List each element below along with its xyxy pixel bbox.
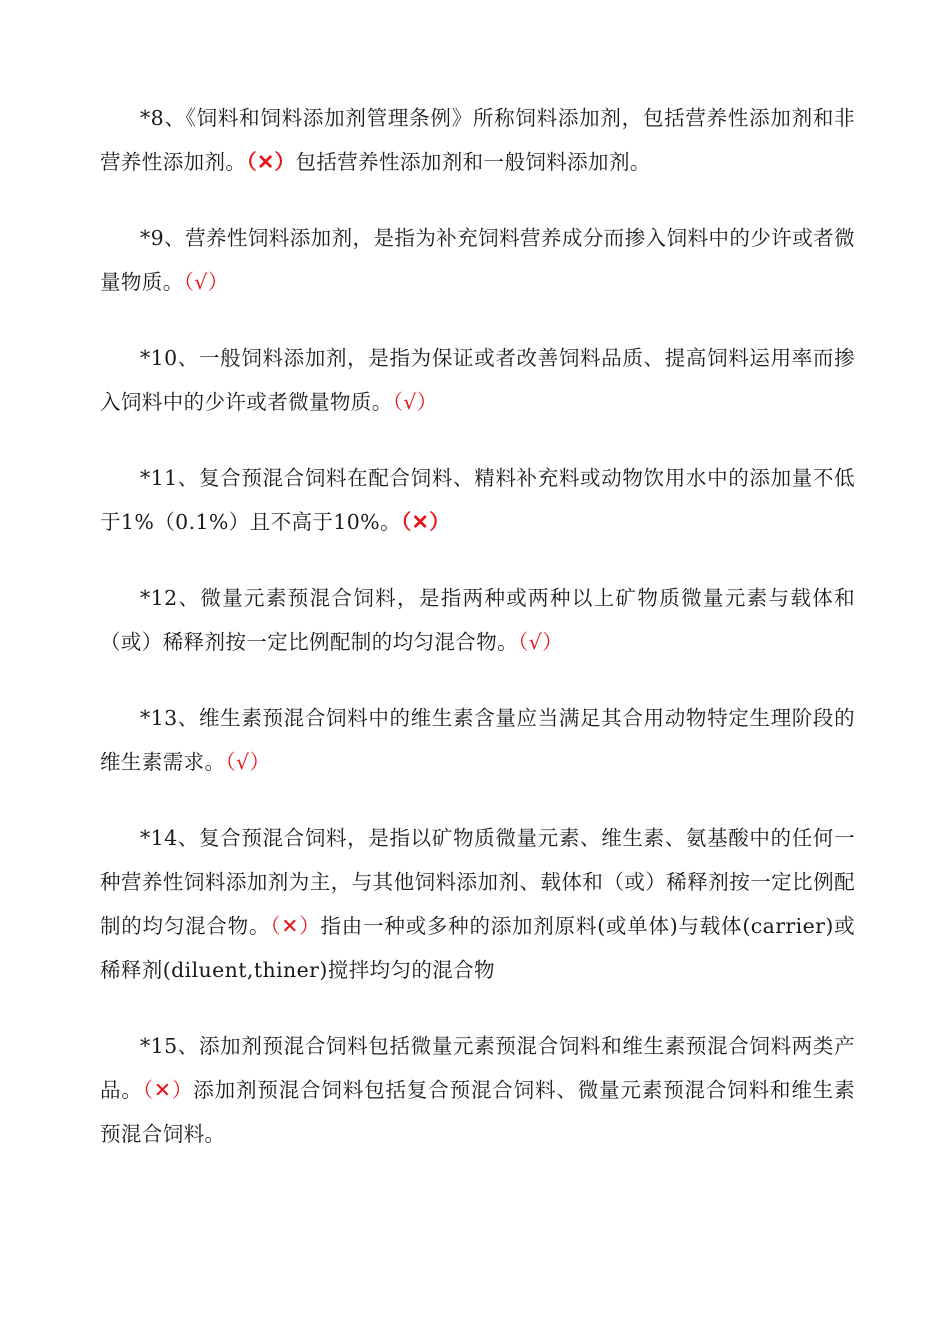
question-text: *12、微量元素预混合饲料，是指两种或两种以上矿物质微量元素与载体和（或）稀释剂按一定比例配制的均匀混合物。: [100, 586, 855, 654]
question-text: *11、复合预混合饲料在配合饲料、精料补充料或动物饮用水中的添加量不低于1%（0.1%）且不高于10%。: [100, 466, 855, 534]
question-text: *15、添加剂预混合饲料包括微量元素预混合饲料和维生素预混合饲料两类产品。: [100, 1034, 855, 1102]
answer-mark-true: （√）: [392, 390, 438, 414]
question-12: [100, 576, 855, 664]
question-text: *10、一般饲料添加剂，是指为保证或者改善饲料品质、提高饲料运用率而掺入饲料中的少许或者微量物质。: [100, 346, 855, 414]
answer-mark-true: （√）: [183, 270, 229, 294]
question-11: [100, 456, 855, 544]
answer-note: 添加剂预混合饲料包括复合预混合饲料、微量元素预混合饲料和维生素预混合饲料。: [100, 1078, 855, 1146]
question-14: [100, 816, 855, 992]
question-text: *9、营养性饲料添加剂，是指为补充饲料营养成分而掺入饲料中的少许或者微量物质。: [100, 226, 855, 294]
question-text: *14、复合预混合饲料，是指以矿物质微量元素、维生素、氨基酸中的任何一种营养性饲料添加剂为主，与其他饲料添加剂、载体和（或）稀释剂按一定比例配制的均匀混合物。: [100, 826, 855, 938]
question-10: [100, 336, 855, 424]
question-text: *8、《饲料和饲料添加剂管理条例》所称饲料添加剂，包括营养性添加剂和非营养性添加剂。: [100, 106, 855, 174]
answer-mark-false: （✕）: [246, 150, 296, 174]
answer-note: 包括营养性添加剂和一般饲料添加剂。: [295, 150, 651, 174]
answer-mark-true: （√）: [518, 630, 564, 654]
answer-mark-false: （✕）: [400, 510, 451, 534]
question-9: [100, 216, 855, 304]
answer-mark-true: （√）: [225, 750, 271, 774]
question-13: [100, 696, 855, 784]
answer-note: 指由一种或多种的添加剂原料(或单体)与载体(carrier)或稀释剂(diluent,thiner)搅拌均匀的混合物: [100, 914, 855, 982]
answer-mark-false: （✕）: [270, 914, 321, 938]
answer-mark-false: （✕）: [142, 1078, 194, 1102]
question-list: [100, 96, 855, 1188]
question-text: *13、维生素预混合饲料中的维生素含量应当满足其合用动物特定生理阶段的维生素需求。: [100, 706, 855, 774]
question-15: [100, 1024, 855, 1156]
question-8: [100, 96, 855, 184]
